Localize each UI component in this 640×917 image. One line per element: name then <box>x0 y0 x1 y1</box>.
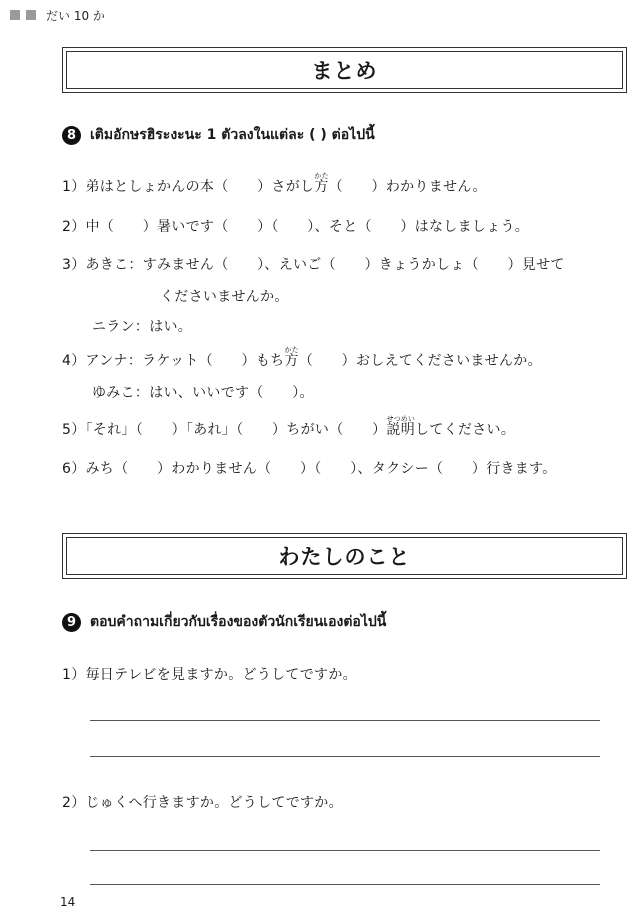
exercise-number-badge: 8 <box>62 126 81 145</box>
exercise-line: 2）中（ ）暑いです（ ）（ ）、そと（ ）はなしましょう。 <box>62 219 530 235</box>
section-title-box <box>62 47 627 93</box>
section-title: わたしのこと <box>66 537 623 575</box>
lesson-label: だい 10 か <box>46 8 105 23</box>
gray-square-icon <box>10 10 20 20</box>
question-line: 1）毎日テレビを見ますか。どうしてですか。 <box>62 667 357 683</box>
exercise-instruction: ตอบคำถามเกี่ยวกับเรื่องของตัวนักเรียนเองต่อไปนี้ <box>90 614 387 630</box>
exercise-number-badge: 9 <box>62 613 81 632</box>
section-title-box <box>62 533 627 579</box>
exercise-line: 4）アンナ：ラケット（ ）もち方かた（ ）おしえてくださいませんか。 <box>62 346 542 369</box>
exercise-instruction: เติมอักษรฮิระงะนะ 1 ตัวลงในแต่ละ ( ) ต่อไปนี้ <box>90 127 375 143</box>
answer-rule <box>90 884 600 885</box>
answer-rule <box>90 850 600 851</box>
answer-rule <box>90 756 600 757</box>
exercise-line: 6）みち（ ）わかりません（ ）（ ）、タクシー（ ）行きます。 <box>62 461 557 477</box>
exercise-line: 3）あきこ：すみません（ ）、えいご（ ）きょうかしょ（ ）見せて <box>62 257 565 273</box>
exercise-line: 5）「それ」（ ）「あれ」（ ）ちがい（ ）説明せつめいしてください。 <box>62 415 516 438</box>
page-number: 14 <box>60 895 76 909</box>
exercise-line: くださいませんか。 <box>160 289 289 305</box>
section-title: まとめ <box>66 51 623 89</box>
answer-rule <box>90 720 600 721</box>
exercise-heading <box>62 611 386 633</box>
question-line: 2）じゅくへ行きますか。どうしてですか。 <box>62 795 343 811</box>
exercise-line: ニラン：はい。 <box>92 319 193 335</box>
exercise-line: 1）弟はとしょかんの本（ ）さがし方かた（ ）わかりません。 <box>62 172 487 195</box>
gray-square-icon <box>26 10 36 20</box>
page-header <box>10 8 105 22</box>
exercise-heading <box>62 124 375 146</box>
exercise-line: ゆみこ：はい、いいです（ ）。 <box>92 385 314 401</box>
